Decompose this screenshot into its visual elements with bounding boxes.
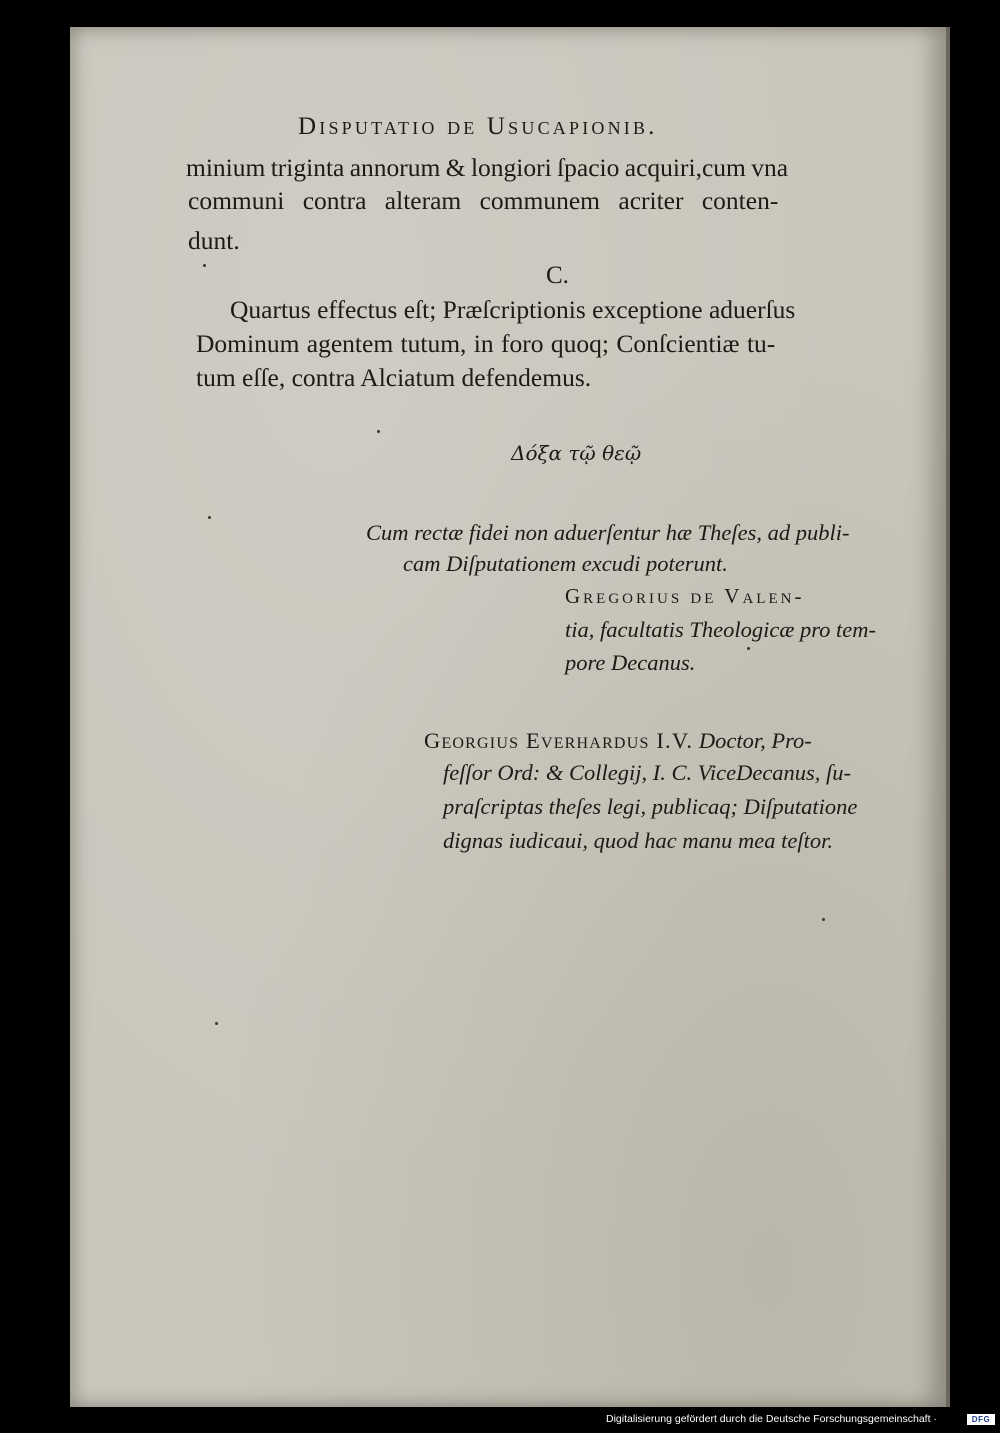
greek-doxology: Δόξα τῷ θεῷ [511,441,642,465]
section-marker: C. [546,262,569,289]
digitization-credit: Digitalisierung gefördert durch die Deutsche Forschungsgemeinschaft · [606,1413,937,1425]
ink-speck [747,647,750,650]
approbation-2-signatory: Georgius Everhardus I.V. [424,728,694,753]
approbation-1-signatory: Gregorius de Valen- [565,584,805,608]
approbation-2-line-2: feſſor Ord: & Collegij, I. C. ViceDecanus, ſu- [443,760,852,785]
dfg-logo: DFG [967,1414,995,1425]
approbation-1-line-1: Cum rectæ fidei non aduerſentur hæ Theſes, ad publi- [366,520,850,545]
page-edge [946,27,950,1407]
approbation-2-line-3: praſcriptas theſes legi, publicaq; Diſputatione [443,794,858,819]
ink-speck [208,516,211,519]
approbation-2-line-1-rest: Doctor, Pro- [693,728,812,753]
ink-speck [822,918,825,921]
body-line-2: communi contra alteram communem acriter conten- [188,186,779,215]
body-line-4: Quartus effectus eſt; Præſcriptionis exceptione aduerſus [230,295,796,324]
ink-speck [215,1022,218,1025]
running-head: Disputatio de Usucapionib. [298,113,658,140]
body-line-3: dunt. [188,226,240,255]
approbation-1-line-2: cam Diſputationem excudi poterunt. [403,551,728,576]
ink-speck [203,264,206,267]
approbation-2-line-4: dignas iudicaui, quod hac manu mea teſtor. [443,828,833,853]
body-line-6: tum eſſe, contra Alciatum defendemus. [196,363,592,392]
body-line-5: Dominum agentem tutum, in foro quoq; Conſcientiæ tu- [196,329,776,358]
approbation-2-line-1 [424,728,812,754]
approbation-1-line-4: tia, facultatis Theologicæ pro tem- [565,617,877,642]
ink-speck [377,430,380,433]
body-line-1: minium triginta annorum & longiori ſpacio acquiri,cum vna [186,153,789,182]
approbation-1-line-5: pore Decanus. [565,650,696,675]
